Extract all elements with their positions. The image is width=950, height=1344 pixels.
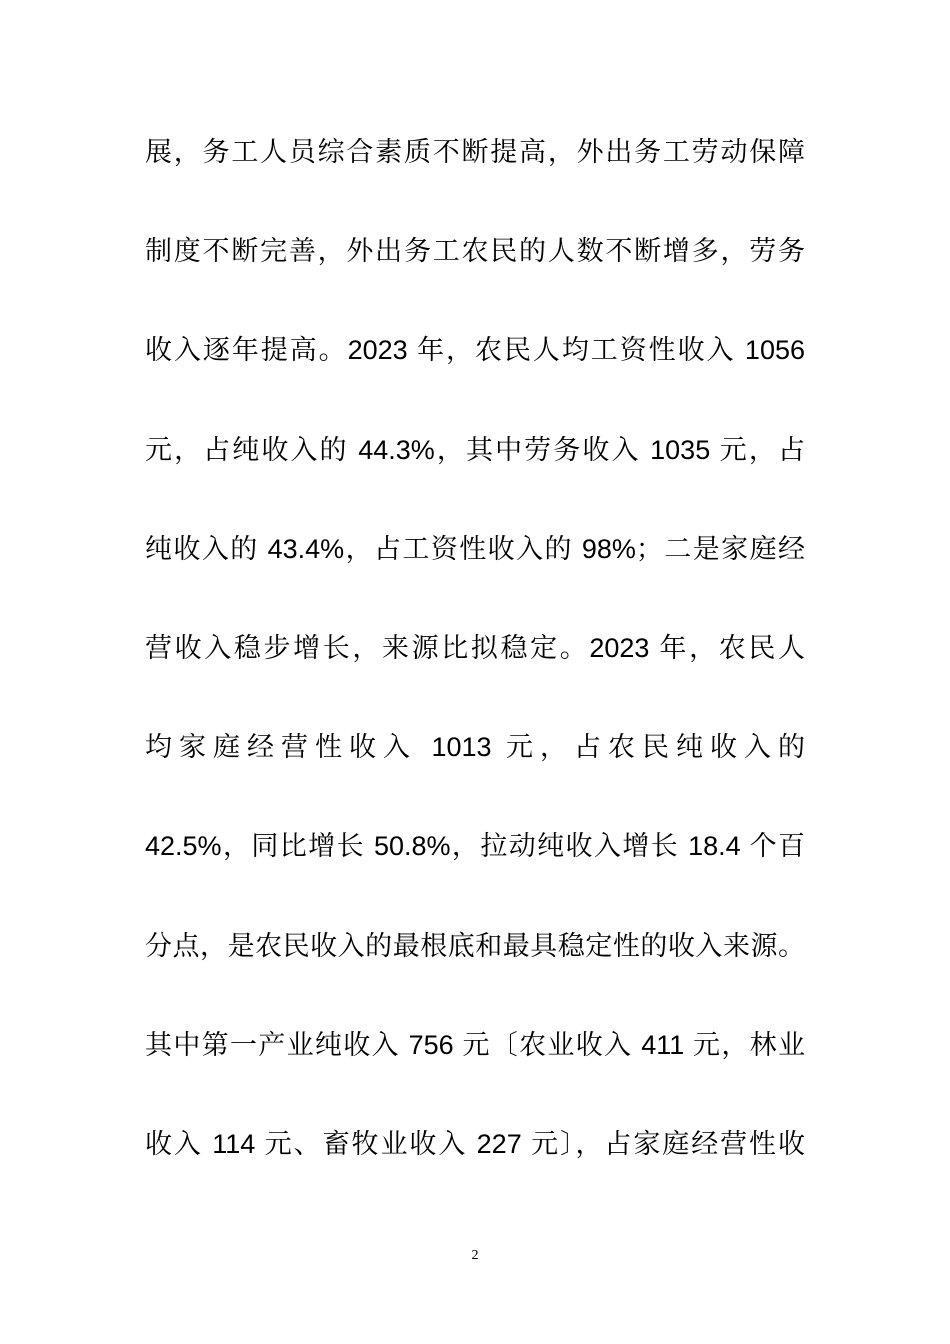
text-line: 纯收入的 43.4%，占工资性收入的 98%；二是家庭经 (145, 533, 805, 564)
text-line: 42.5%，同比增长 50.8%，拉动纯收入增长 18.4 个百 (145, 831, 805, 862)
text-line: 分点，是农民收入的最根底和最具稳定性的收入来源。 (145, 930, 805, 961)
text-line: 收入逐年提高。2023 年，农民人均工资性收入 1056 (145, 335, 805, 366)
text-line: 制度不断完善，外出务工农民的人数不断增多，劳务 (145, 236, 805, 267)
text-line: 展，务工人员综合素质不断提高，外出务工劳动保障 (145, 137, 805, 167)
text-line: 营收入稳步增长，来源比拟稳定。2023 年，农民人 (145, 632, 805, 663)
text-line: 元，占纯收入的 44.3%，其中劳务收入 1035 元，占 (145, 434, 805, 465)
page-number: 2 (471, 1248, 479, 1263)
text-line: 其中第一产业纯收入 756 元〔农业收入 411 元，林业 (145, 1029, 805, 1060)
body-text (145, 103, 805, 1194)
text-line: 均家庭经营性收入 1013 元，占农民纯收入的 (145, 732, 805, 763)
text-line: 收入 114 元、畜牧业收入 227 元〕，占家庭经营性收 (145, 1128, 805, 1159)
